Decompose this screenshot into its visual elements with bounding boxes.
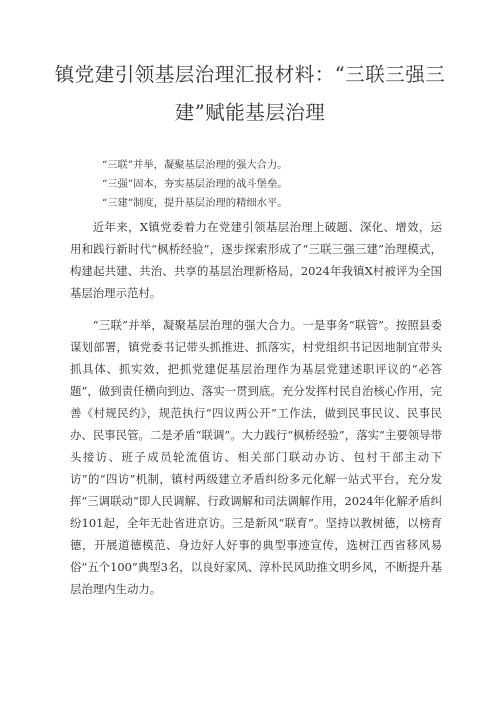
body-paragraph: “三联”并举，凝聚基层治理的强大合力。一是事务“联管”。按照县委谋划部署，镇党委书记带头抓推进、抓落实，村党组织书记因地制宜带头抓具体、抓实效，把抓党建促基层治理作为基层党建述职评议的“必答题”，做到责任横向到边、落实一贯到底。充分发挥村民自治核心作用，完善《村规民约》，规范执行“四议两公开”工作法，做到民事民议、民事民办、民事民管。二是矛盾“联调”。大力践行“枫桥经验”，落实“主要领导带头接访、班子成员轮流值访、相关部门联动办访、包村干部主动下访”的“四访”机制，镇村两级建立矛盾纠纷多元化解一站式平台，充分发挥“三调联动”即人民调解、行政调解和司法调解作用，2024年化解矛盾纠纷101起，全年无赴省进京访。三是新风“联育”。坚持以教树德，以榜育德，开展道德模范、身边好人好事的典型事迹宣传，选树江西省移风易俗“五个100”典型3名，以良好家风、淳朴民风助推文明乡风，不断提升基层治理内生动力。 <box>70 318 442 596</box>
summary-line: “三建”制度，提升基层治理的精细水平。 <box>102 197 288 209</box>
intro-paragraph: 近年来，X镇党委着力在党建引领基层治理上破题、深化、增效，运用和践行新时代“枫桥经验”，逐步探索形成了“三联三强三建”治理模式，构建起共建、共治、共享的基层治理新格局，2024年我镇X村被评为全国基层治理示范村。 <box>70 220 442 300</box>
summary-list <box>102 156 462 213</box>
summary-line: “三强”固本，夯实基层治理的战斗堡垒。 <box>102 178 288 190</box>
summary-line: “三联”并举，凝聚基层治理的强大合力。 <box>102 159 288 171</box>
document-title: 镇党建引领基层治理汇报材料：“三联三强三建”赋能基层治理 <box>54 63 446 124</box>
